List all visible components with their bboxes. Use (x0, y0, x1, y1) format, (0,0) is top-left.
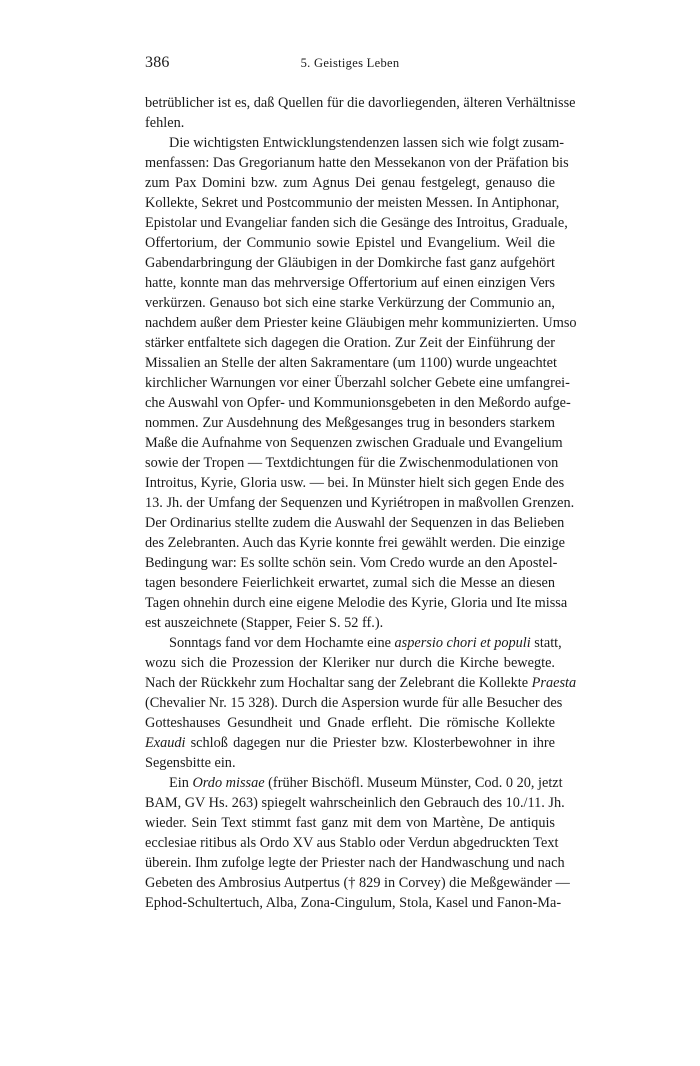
text-line: fehlen. (145, 115, 185, 131)
text-line: hatte, konnte man das mehrversige Offertorium auf einen einzigen Vers (145, 275, 555, 291)
text-line: Die wichtigsten Entwicklungstendenzen lassen sich wie folgt zusam- (169, 135, 565, 151)
page-number: 386 (145, 54, 170, 71)
text-line: nachdem außer dem Priester keine Gläubigen mehr kommunizierten. Umso (145, 315, 577, 331)
text-line: überein. Ihm zufolge legte der Priester nach der Handwaschung und nach (145, 855, 565, 871)
running-head: 5. Geistiges Leben (300, 56, 400, 70)
page-header (145, 54, 555, 78)
text-line: 13. Jh. der Umfang der Sequenzen und Kyriétropen in maßvollen Grenzen. (145, 495, 575, 511)
text-line: kirchlicher Warnungen vor einer Überzahl solcher Gebete eine umfangrei- (145, 375, 570, 391)
text-line: sowie der Tropen — Textdichtungen für die Zwischenmodulationen von (145, 455, 559, 471)
text-line: Gebeten des Ambrosius Autpertus († 829 in Corvey) die Meßgewänder — (145, 875, 570, 891)
text-line: betrüblicher ist es, daß Quellen für die davorliegenden, älteren Verhältnisse (145, 95, 576, 111)
text-line: nommen. Zur Ausdehnung des Meßgesanges trug in besonders starkem (145, 415, 555, 431)
body-text (145, 93, 577, 913)
paragraph (145, 133, 577, 633)
text-line: est auszeichnete (Stapper, Feier S. 52 ff.). (145, 615, 384, 631)
text-line: BAM, GV Hs. 263) spiegelt wahrscheinlich den Gebrauch des 10./11. Jh. (145, 795, 565, 811)
italic-term: Praesta (531, 675, 577, 691)
text-line: Introitus, Kyrie, Gloria usw. — bei. In Münster hielt sich gegen Ende des (145, 475, 565, 491)
text-line: des Zelebranten. Auch das Kyrie konnte frei gewählt werden. Die einzige (145, 535, 566, 551)
text-line: Nach der Rückkehr zum Hochaltar sang der Zelebrant die Kollekte Praesta (145, 675, 577, 691)
text-line: Kollekte, Sekret und Postcommunio der meisten Messen. In Antiphonar, (145, 195, 560, 211)
italic-term: Ordo missae (192, 775, 265, 791)
text-line: Der Ordinarius stellte zudem die Auswahl der Sequenzen in das Belieben (145, 515, 565, 531)
text-line: menfassen: Das Gregorianum hatte den Messekanon von der Präfation bis (145, 155, 569, 171)
paragraph (145, 633, 577, 773)
text-line: (Chevalier Nr. 15 328). Durch die Aspersion wurde für alle Besucher des (145, 695, 563, 711)
italic-term: aspersio chori et populi (394, 635, 531, 651)
paragraph (145, 93, 576, 133)
text-line: Bedingung war: Es sollte schön sein. Vom Credo wurde an den Apostel- (145, 555, 558, 571)
text-line: Offertorium, der Communio sowie Epistel und Evangelium. Weil die (145, 235, 555, 251)
text-line: Exaudi schloß dagegen nur die Priester bzw. Klosterbewohner in ihre (145, 735, 555, 751)
text-line: Gotteshauses Gesundheit und Gnade erfleht. Die römische Kollekte (145, 715, 555, 731)
text-line: verkürzen. Genauso bot sich eine starke Verkürzung der Communio an, (145, 295, 555, 311)
italic-term: Exaudi (145, 735, 186, 751)
text-line: ecclesiae ritibus als Ordo XV aus Stablo oder Verdun abgedruckten Text (145, 835, 559, 851)
text-line: wieder. Sein Text stimmt fast ganz mit dem von Martène, De antiquis (145, 815, 555, 831)
text-line: Segensbitte ein. (145, 755, 236, 771)
text-line: Epistolar und Evangeliar fanden sich die Gesänge des Introitus, Graduale, (145, 215, 568, 231)
text-line: Ein Ordo missae (früher Bischöfl. Museum Münster, Cod. 0 20, jetzt (169, 775, 563, 791)
text-line: tagen besondere Feierlichkeit erwartet, zumal sich die Messe an diesen (145, 575, 555, 591)
text-line: Gabendarbringung der Gläubigen in der Domkirche fast ganz aufgehört (145, 255, 555, 271)
text-line: che Auswahl von Opfer- und Kommunionsgebeten in den Meßordo aufge- (145, 395, 571, 411)
paragraph (145, 773, 570, 913)
text-line: stärker entfaltete sich dagegen die Oration. Zur Zeit der Einführung der (145, 335, 555, 351)
text-line: wozu sich die Prozession der Kleriker nur durch die Kirche bewegte. (145, 655, 555, 671)
text-line: Ephod-Schultertuch, Alba, Zona-Cingulum, Stola, Kasel und Fanon-Ma- (145, 895, 562, 911)
text-line: Sonntags fand vor dem Hochamte eine aspersio chori et populi statt, (169, 635, 562, 651)
text-line: Tagen ohnehin durch eine eigene Melodie des Kyrie, Gloria und Ite missa (145, 595, 568, 611)
text-line: Missalien an Stelle der alten Sakramentare (um 1100) wurde ungeachtet (145, 355, 557, 371)
text-line: Maße die Aufnahme von Sequenzen zwischen Graduale und Evangelium (145, 435, 563, 451)
text-line: zum Pax Domini bzw. zum Agnus Dei genau festgelegt, genauso die (145, 175, 555, 191)
